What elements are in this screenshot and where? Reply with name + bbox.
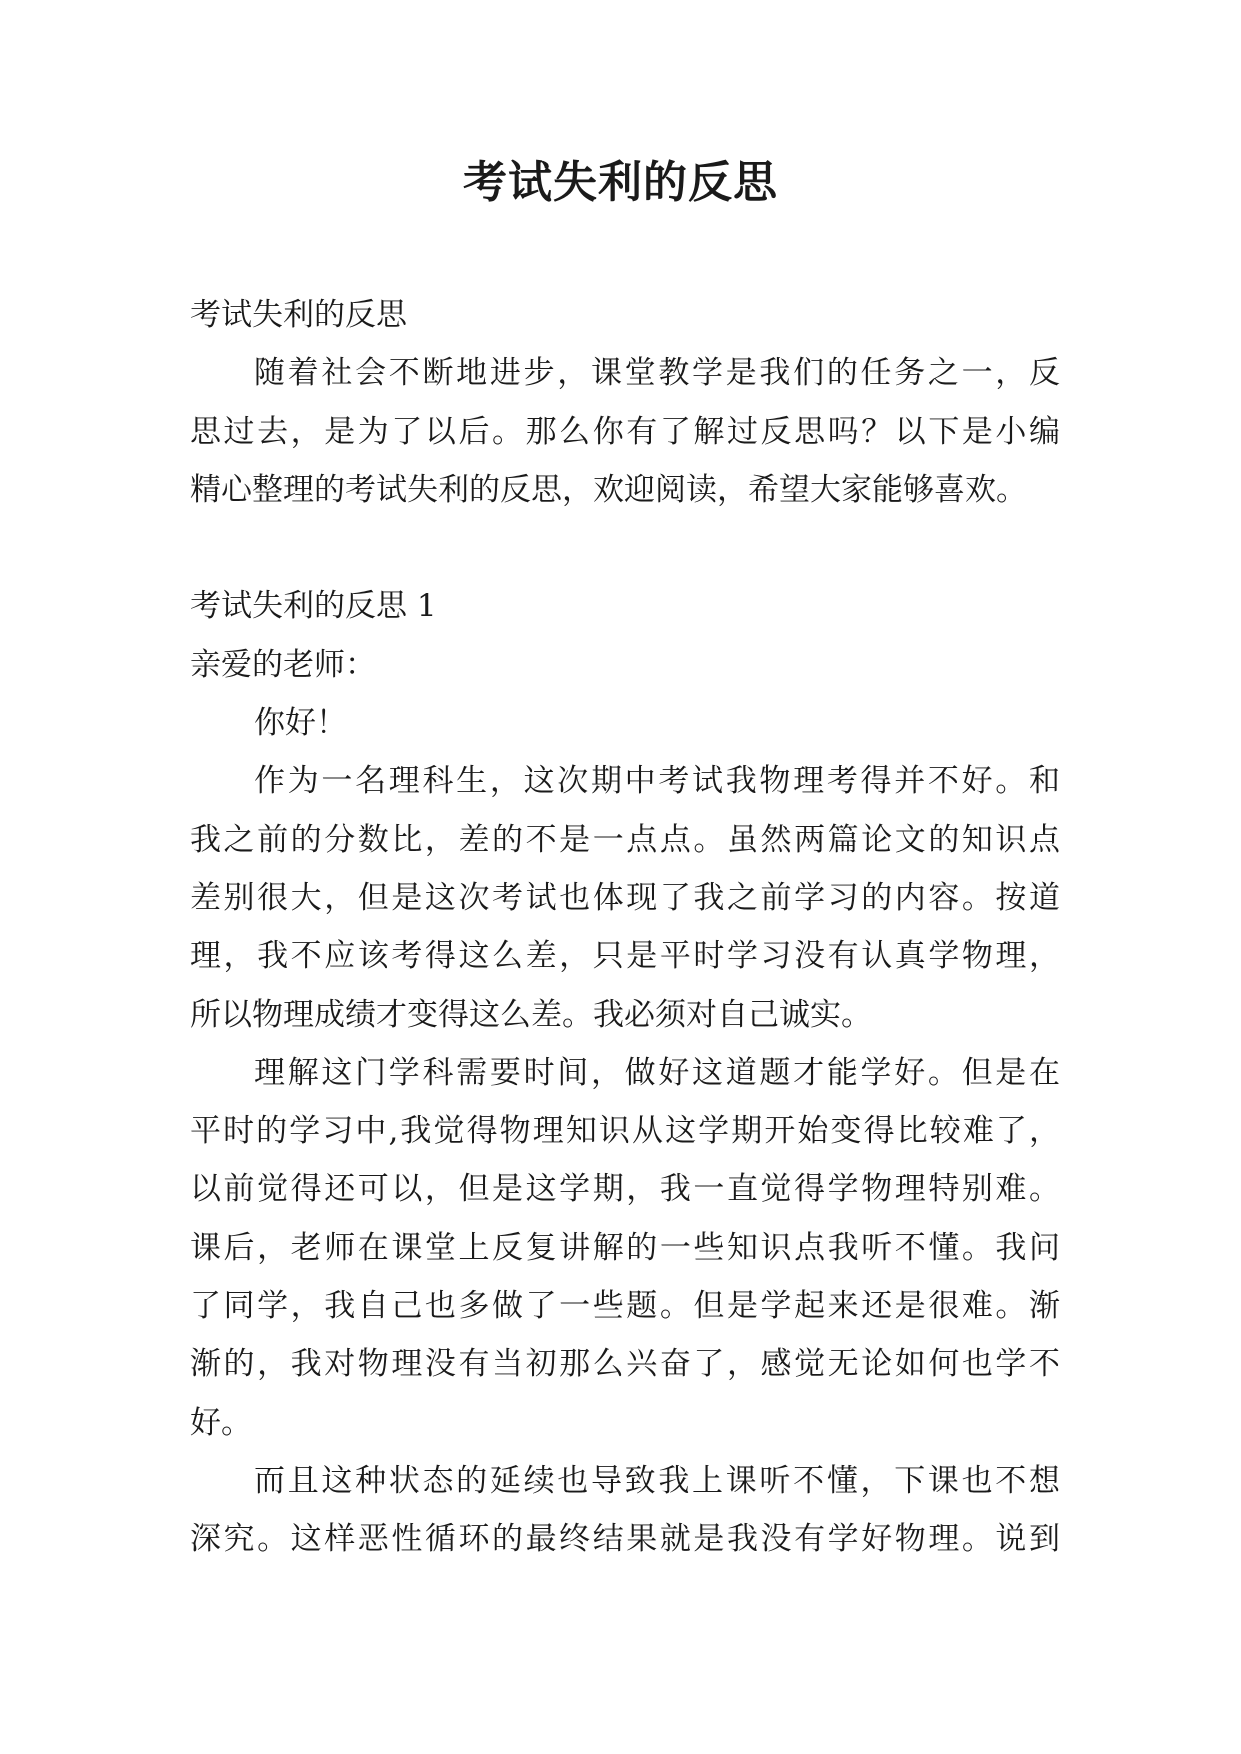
paragraph-line: 渐的，我对物理没有当初那么兴奋了，感觉无论如何也学不 — [190, 1346, 1060, 1383]
subtitle: 考试失利的反思 — [190, 297, 407, 333]
paragraph-2 — [190, 1044, 1060, 1452]
section-heading: 考试失利的反思 1 — [190, 588, 437, 625]
intro-line: 随着社会不断地进步，课堂教学是我们的任务之一，反 — [254, 355, 1060, 392]
paragraph-line: 平时的学习中,我觉得物理知识从这学期开始变得比较难了， — [190, 1113, 1060, 1150]
intro-line: 思过去，是为了以后。那么你有了解过反思吗？以下是小编 — [190, 413, 1060, 450]
intro-line: 精心整理的考试失利的反思，欢迎阅读，希望大家能够喜欢。 — [190, 471, 1027, 508]
paragraph-line: 所以物理成绩才变得这么差。我必须对自己诚实。 — [190, 996, 872, 1033]
salutation: 亲爱的老师： — [190, 646, 376, 683]
document-body — [190, 286, 1060, 1569]
paragraph-line: 理，我不应该考得这么差，只是平时学习没有认真学物理， — [190, 938, 1060, 975]
greeting: 你好！ — [254, 705, 347, 742]
paragraph-line: 以前觉得还可以，但是这学期，我一直觉得学物理特别难。 — [190, 1171, 1060, 1208]
paragraph-line: 好。 — [190, 1404, 252, 1441]
paragraph-line: 了同学，我自己也多做了一些题。但是学起来还是很难。渐 — [190, 1288, 1060, 1325]
paragraph-line: 差别很大，但是这次考试也体现了我之前学习的内容。按道 — [190, 879, 1060, 916]
paragraph-line: 深究。这样恶性循环的最终结果就是我没有学好物理。说到 — [190, 1521, 1060, 1558]
paragraph-line: 理解这门学科需要时间，做好这道题才能学好。但是在 — [254, 1054, 1060, 1091]
paragraph-3 — [190, 1452, 1060, 1569]
paragraph-line: 作为一名理科生，这次期中考试我物理考得并不好。和 — [254, 763, 1060, 800]
document-title: 考试失利的反思 — [463, 157, 778, 208]
blank-line — [190, 519, 1060, 577]
paragraph-line: 我之前的分数比，差的不是一点点。虽然两篇论文的知识点 — [190, 821, 1060, 858]
paragraph-line: 而且这种状态的延续也导致我上课听不懂，下课也不想 — [254, 1462, 1060, 1499]
intro-paragraph — [190, 344, 1060, 519]
paragraph-line: 课后，老师在课堂上反复讲解的一些知识点我听不懂。我问 — [190, 1229, 1060, 1266]
paragraph-1 — [190, 752, 1060, 1043]
